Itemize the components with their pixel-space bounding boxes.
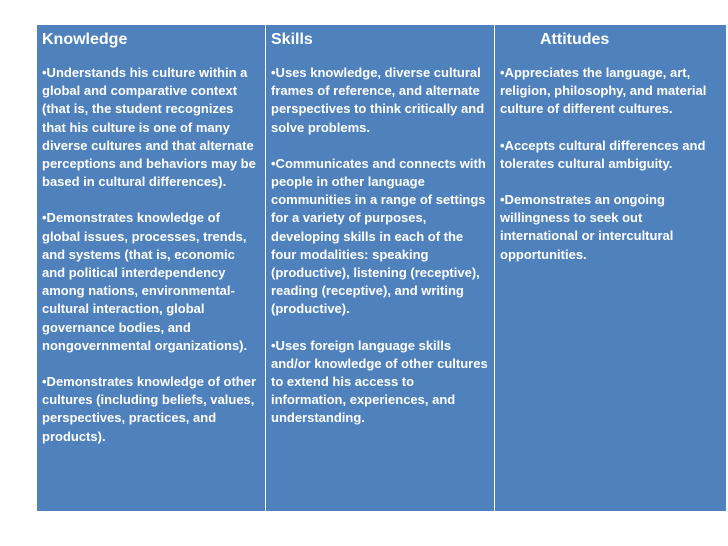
skills-column	[266, 25, 495, 512]
column-heading-knowledge: Knowledge	[42, 31, 128, 48]
column-heading-skills: Skills	[271, 31, 313, 48]
list-item: •Demonstrates knowledge of global issues, processes, trends, and systems (that is, economic and political interdependency among nations, environmental-cultural interaction, global governance bodies, and nongovernmental organizations).	[42, 210, 248, 353]
list-item: •Uses foreign language skills and/or knowledge of other cultures to extend his access to information, experiences, and understanding.	[271, 337, 488, 426]
table-row	[37, 25, 727, 512]
attitudes-column	[495, 25, 727, 512]
list-item: •Uses knowledge, diverse cultural frames of reference, and alternate perspectives to think critically and solve problems.	[271, 65, 485, 135]
list-item: •Communicates and connects with people in other language communities in a range of settings for a variety of purposes, developing skills in each of the four modalities: speaking (productive), listening (receptive), reading (receptive), and writing (productive).	[271, 155, 486, 317]
column-heading-attitudes: Attitudes	[540, 31, 610, 48]
competency-table	[36, 24, 727, 512]
list-item: •Understands his culture within a global and comparative context (that is, the student recognizes that his culture is one of many diverse cultures and that alternate perceptions and behaviors may be based in cultural differences).	[42, 65, 256, 190]
list-item: •Accepts cultural differences and tolerates cultural ambiguity.	[500, 137, 706, 171]
list-item: •Appreciates the language, art, religion, philosophy, and material culture of different cultures.	[500, 65, 707, 117]
knowledge-column	[37, 25, 266, 512]
competency-grid	[36, 24, 727, 512]
list-item: •Demonstrates knowledge of other cultures (including beliefs, values, perspectives, practices, and products).	[42, 374, 257, 444]
list-item: •Demonstrates an ongoing willingness to seek out international or intercultural opportunities.	[500, 192, 674, 262]
